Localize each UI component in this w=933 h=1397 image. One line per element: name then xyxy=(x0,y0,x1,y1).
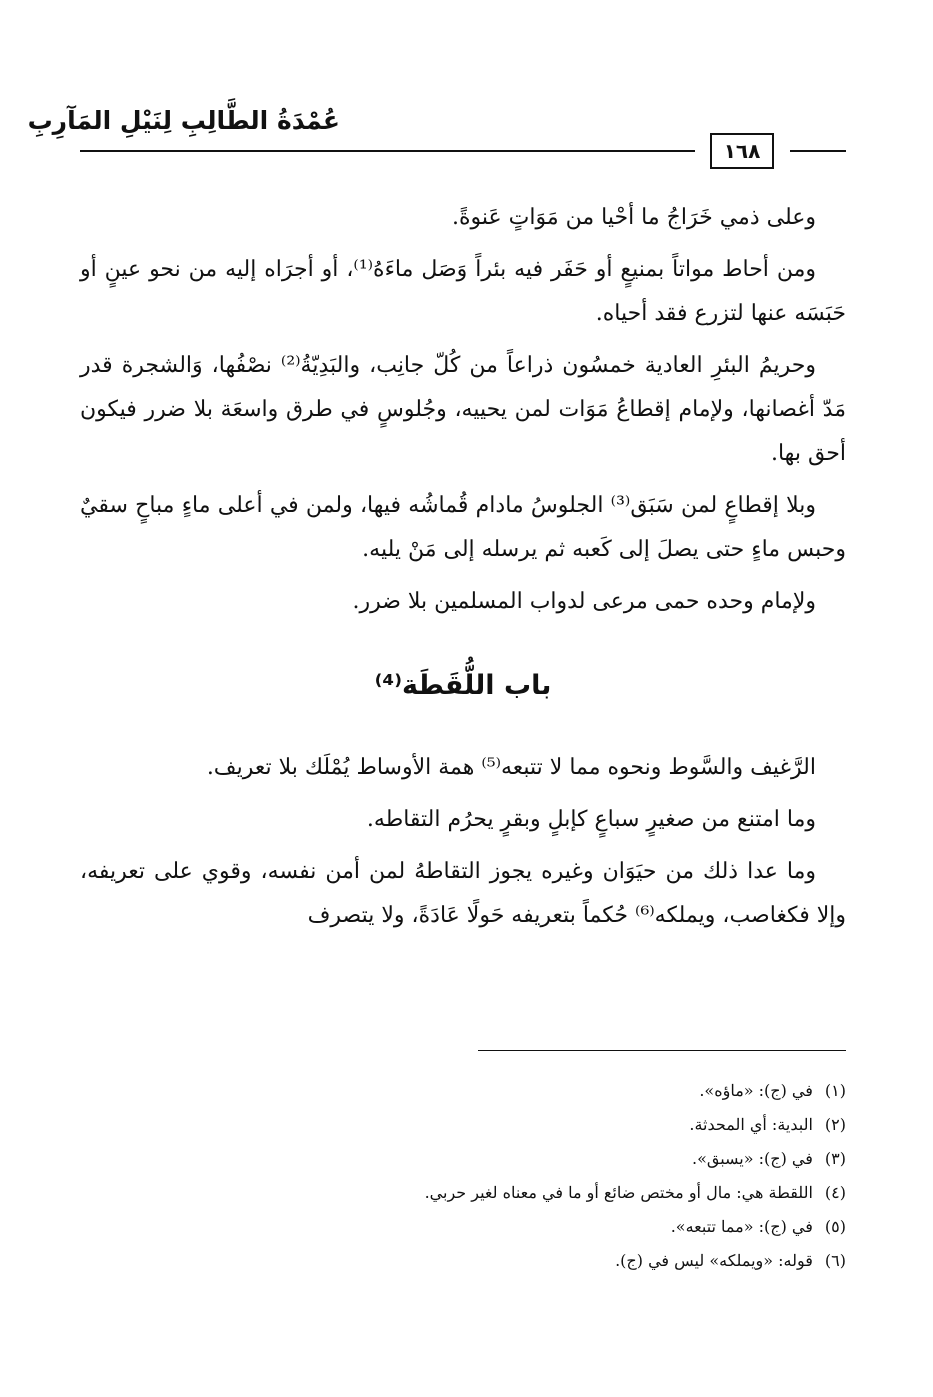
running-header-title: عُمْدَةُ الطَّالِبِ لِنَيْلِ المَآرِبِ xyxy=(27,106,340,135)
footnote xyxy=(80,1074,846,1108)
footnote-text: في (ج): «ماؤه». xyxy=(699,1081,813,1100)
paragraph: وما عدا ذلك من حيَوَان وغيره يجوز التقاطهُ لمن أمن نفسه، وقوي على تعريفه، وإلا فكغاصب، ويملكه⁽⁶⁾ حُكماً بتعريفه حَولًا عَادَةً، ولا يتصرف xyxy=(80,859,846,928)
section-heading: باب اللُّقَطَة⁽⁴⁾ xyxy=(374,670,552,701)
footnote-number: (١) xyxy=(824,1081,846,1100)
footnote xyxy=(80,1142,846,1176)
footnote-text: قوله: «ويملكه» ليس في (ج). xyxy=(615,1251,813,1270)
footnote xyxy=(80,1108,846,1142)
footnote xyxy=(80,1244,846,1278)
paragraph: وما امتنع من صغيرٍ سباعٍ كإبلٍ وبقرٍ يحرُم التقاطه. xyxy=(366,807,816,832)
header-rule-left xyxy=(80,150,695,152)
footnotes xyxy=(80,1074,846,1278)
page-number-box: ١٦٨ xyxy=(710,133,774,169)
footnote xyxy=(80,1176,846,1210)
paragraph: ومن أحاط مواتاً بمنيعٍ أو حَفَر فيه بئراً وَصَل ماءَهُ⁽¹⁾، أو أجرَاه إليه من نحو عينٍ أو حَبَسَه عنها لتزرع فقد أحياه. xyxy=(80,257,846,326)
footnote-number: (٣) xyxy=(824,1149,846,1168)
footnote xyxy=(80,1210,846,1244)
footnote-separator xyxy=(478,1050,846,1051)
paragraph: ولإمام وحده حمى مرعى لدواب المسلمين بلا ضرر. xyxy=(352,589,816,614)
footnote-text: اللقطة هي: مال أو مختص ضائع أو ما في معناه لغير حربي. xyxy=(424,1183,813,1202)
paragraph: وعلى ذمي خَرَاجُ ما أحْيا من مَوَاتٍ عَنوةً. xyxy=(452,205,816,230)
main-text xyxy=(80,196,846,938)
footnote-number: (٦) xyxy=(824,1251,846,1270)
paragraph: وبلا إقطاعٍ لمن سَبَق⁽³⁾ الجلوسُ مادام قُماشُه فيها، ولمن في أعلى ماءٍ مباحٍ سقيٌ وحبس ماءٍ حتى يصلَ إلى كَعبه ثم يرسله إلى مَنْ يليه. xyxy=(80,493,846,562)
footnote-text: البدية: أي المحدثة. xyxy=(689,1115,813,1134)
footnote-number: (٤) xyxy=(824,1183,846,1202)
footnote-text: في (ج): «يسبق». xyxy=(691,1149,813,1168)
paragraph: وحريمُ البئرِ العادية خمسُون ذراعاً من كُلّ جانِب، والبَدِيّةُ⁽²⁾ نصْفُها، وَالشجرة قدر مَدّ أغصانها، ولإمام إقطاعُ مَوَات لمن يحييه، وجُلوسٍ في طرق واسعَة بلا ضرر فيكون أحق بها. xyxy=(80,353,846,466)
footnote-number: (٢) xyxy=(824,1115,846,1134)
paragraph: الرَّغيف والسَّوط ونحوه مما لا تتبعه⁽⁵⁾ همة الأوساط يُمْلَك بلا تعريف. xyxy=(206,755,816,780)
header-rule-right xyxy=(790,150,846,152)
footnote-text: في (ج): «مما تتبعه». xyxy=(670,1217,813,1236)
footnote-number: (٥) xyxy=(824,1217,846,1236)
